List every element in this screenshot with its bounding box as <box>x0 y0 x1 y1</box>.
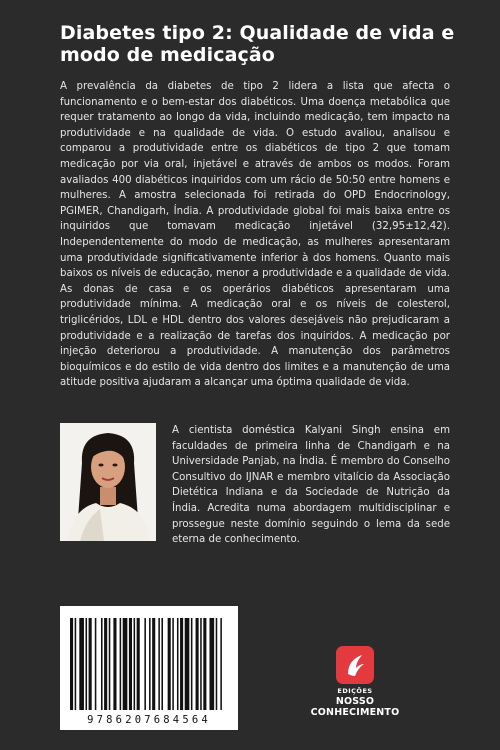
barcode-bar <box>180 618 183 710</box>
barcode-bar <box>200 618 202 710</box>
barcode-bar <box>75 618 77 710</box>
barcode-bar <box>120 618 122 710</box>
author-bio: A cientista doméstica Kalyani Singh ensina em faculdades de primeira linha de Chandigarh e na Universidade Panjab, na Índia. É membro do Conselho Consultivo do IJNAR e membro vitalício da Associação Dietética Indiana e da Sociedade de Nutrição da Índia. Acredita numa abordagem multidisciplinar e prossegue neste domínio seguindo o lema da sede eterna de conhecimento. <box>172 425 450 546</box>
barcode-bar <box>79 618 84 710</box>
barcode-bar <box>113 618 116 710</box>
publisher-name: NOSSO CONHECIMENTO <box>310 696 400 718</box>
abstract-text: A prevalência da diabetes de tipo 2 lidera a lista que afecta o funcionamento e o bem-estar dos diabéticos. Uma doença metabólica que requer tratamento ao longo da vida, incluindo medicação, tem impacto na produtividade e na qualidade de vida. O estudo avaliou, analisou e comparou a produtividade entre os diabéticos de tipo 2 que tomam medicação por via oral, injetável e através de ambos os modos. Foram avaliados 400 diabéticos inquiridos com um rácio de 50:50 entre homens e mulheres. A amostra selecionada foi retirada do OPD Endocrinology, PGIMER, Chandigarh, Índia. A produtividade global foi mais baixa entre os inquiridos que tomavam medicação injetável (32,95±12,42). Independentemente do modo de medicação, as mulheres apresentaram uma produtividade significativamente inferior à dos homens. Quanto mais baixos os níveis de educação, menor a produtividade e a qualidade de vida. As donas de casa e os operários diabéticos apresentaram uma produtividade mínima. A medicação oral e os níveis de colesterol, triglicéridos, LDL e HDL dentro dos valores desejáveis não prejudicaram a produtividade e a realização de tarefas dos inquiridos. A medicação por injeção deteriorou a produtividade. A manutenção dos parâmetros bioquímicos e do estilo de vida dentro dos limites e a manutenção de uma atitude positiva ajudaram a alcançar uma óptima qualidade de vida. <box>60 81 450 389</box>
barcode-bar <box>185 618 190 710</box>
book-abstract <box>60 79 450 391</box>
barcode-bar <box>220 618 222 710</box>
barcode-bar <box>134 618 136 710</box>
barcode-bars <box>60 606 238 730</box>
barcode-bar <box>216 618 218 710</box>
barcode-bar <box>109 618 111 710</box>
barcode-bar <box>89 618 92 710</box>
barcode-bar <box>137 618 140 710</box>
barcode-bar <box>168 618 171 710</box>
barcode-bar <box>196 618 199 710</box>
barcode-bar <box>177 618 179 710</box>
barcode-bar <box>123 618 128 710</box>
barcode-bar <box>210 618 215 710</box>
barcode-bar <box>104 618 107 710</box>
publisher-block <box>290 646 420 718</box>
publisher-label: EDIÇÕES <box>337 687 373 695</box>
barcode-bar <box>129 618 132 710</box>
barcode-bar <box>191 618 193 710</box>
barcode-bar <box>149 618 151 710</box>
barcode-bar <box>86 618 88 710</box>
barcode-bar <box>144 618 146 710</box>
publisher-logo-icon <box>336 646 374 684</box>
author-photo <box>60 423 156 541</box>
barcode-bar <box>70 618 73 710</box>
book-title: Diabetes tipo 2: Qualidade de vida e modo de medicação <box>60 22 455 66</box>
barcode-bar <box>152 618 155 710</box>
barcode-bar <box>95 618 97 710</box>
barcode <box>60 606 238 730</box>
barcode-bar <box>203 618 206 710</box>
barcode-bar <box>161 618 163 710</box>
barcode-bar <box>158 618 160 710</box>
barcode-bar <box>172 618 174 710</box>
barcode-bar <box>101 618 103 710</box>
isbn-number: 9786207684564 <box>87 714 211 726</box>
